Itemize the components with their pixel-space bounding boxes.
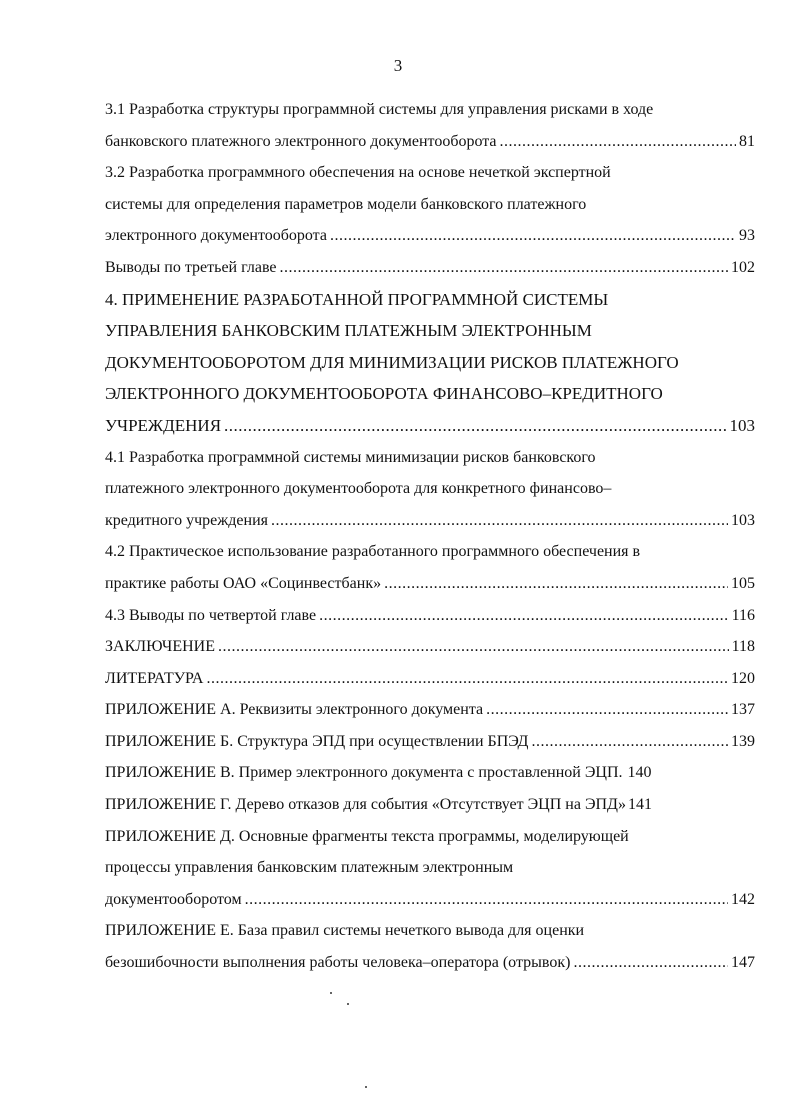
toc-entry-chapter3-conclusions[interactable] — [105, 252, 755, 284]
dot-leader — [573, 947, 728, 979]
toc-page-number: 147 — [731, 954, 755, 972]
dot-leader — [245, 884, 728, 916]
toc-entry-title: кредитного учреждения — [105, 511, 269, 529]
toc-text-line: системы для определения параметров модели банковского платежного — [105, 195, 587, 213]
table-of-contents — [105, 94, 755, 979]
scan-speck — [347, 1003, 349, 1005]
toc-page-number: 103 — [731, 511, 755, 529]
dot-leader — [280, 252, 729, 284]
toc-text-line: ПРИЛОЖЕНИЕ Е. База правил системы нечеткого вывода для оценки — [105, 922, 585, 940]
toc-text-line: ЭЛЕКТРОННОГО ДОКУМЕНТООБОРОТА ФИНАНСОВО–КРЕДИТНОГО — [105, 384, 663, 404]
toc-entry-title: ПРИЛОЖЕНИЕ Г. Дерево отказов для события «Отсутствует ЭЦП на ЭПД» — [105, 796, 626, 814]
toc-page-number: 140 — [627, 764, 652, 782]
toc-entry-title: ЗАКЛЮЧЕНИЕ — [105, 638, 215, 656]
toc-entry-appendix-d[interactable] — [105, 821, 755, 916]
toc-entry-title: электронного документооборота — [105, 227, 327, 245]
toc-page-number: 102 — [731, 258, 755, 276]
toc-entry-appendix-b[interactable] — [105, 726, 755, 758]
toc-text-line: 4.1 Разработка программной системы минимизации рисков банковского — [105, 448, 596, 466]
toc-entry-appendix-e[interactable] — [105, 915, 755, 978]
dot-leader — [206, 663, 728, 695]
toc-entry-title: практике работы ОАО «Социнвестбанк» — [105, 574, 382, 592]
toc-page-number: 137 — [731, 701, 755, 719]
toc-text-line: УПРАВЛЕНИЯ БАНКОВСКИМ ПЛАТЕЖНЫМ ЭЛЕКТРОННЫМ — [105, 321, 592, 341]
toc-page-number: 105 — [731, 574, 755, 592]
dot-leader — [486, 694, 728, 726]
toc-entry-3-2[interactable] — [105, 157, 755, 252]
toc-entry-title: ЛИТЕРАТУРА — [105, 669, 204, 687]
toc-text-line: платежного электронного документооборота для конкретного финансово– — [105, 480, 612, 498]
toc-entry-title: ПРИЛОЖЕНИЕ Б. Структура ЭПД при осуществлении БПЭД — [105, 732, 529, 750]
toc-page-number: 103 — [729, 415, 755, 435]
toc-entry-appendix-v[interactable] — [105, 757, 755, 789]
dot-leader — [218, 631, 729, 663]
toc-entry-title: ПРИЛОЖЕНИЕ А. Реквизиты электронного документа — [105, 701, 484, 719]
toc-entry-title: ПРИЛОЖЕНИЕ В. Пример электронного документа с проставленной ЭЦП. — [105, 764, 623, 782]
toc-page-number: 118 — [731, 638, 755, 656]
toc-entry-title: 4.3 Выводы по четвертой главе — [105, 606, 317, 624]
toc-page-number: 142 — [731, 890, 755, 908]
toc-entry-title: документооборотом — [105, 890, 242, 908]
toc-entry-appendix-g[interactable] — [105, 789, 755, 821]
scan-speck — [365, 1086, 367, 1088]
toc-entry-title: безошибочности выполнения работы человека–оператора (отрывок) — [105, 954, 571, 972]
toc-text-line: 3.2 Разработка программного обеспечения на основе нечеткой экспертной — [105, 164, 611, 182]
dot-leader — [531, 726, 728, 758]
toc-entry-chapter-4[interactable] — [105, 284, 755, 442]
toc-entry-literature[interactable] — [105, 663, 755, 695]
dot-leader — [384, 568, 728, 600]
toc-entry-title: банковского платежного электронного документооборота — [105, 132, 497, 150]
toc-entry-4-3[interactable] — [105, 600, 755, 632]
toc-entry-title: УЧРЕЖДЕНИЯ — [105, 415, 222, 435]
toc-entry-conclusion[interactable] — [105, 631, 755, 663]
toc-page-number: 141 — [627, 796, 652, 814]
toc-text-line: 3.1 Разработка структуры программной системы для управления рисками в ходе — [105, 101, 654, 118]
dot-leader — [330, 220, 736, 252]
toc-text-line: ДОКУМЕНТООБОРОТОМ ДЛЯ МИНИМИЗАЦИИ РИСКОВ ПЛАТЕЖНОГО — [105, 352, 679, 372]
toc-page-number: 116 — [731, 606, 755, 624]
page-number: 3 — [393, 56, 403, 75]
toc-entry-appendix-a[interactable] — [105, 694, 755, 726]
toc-entry-4-1[interactable] — [105, 442, 755, 537]
toc-page-number: 93 — [739, 227, 755, 245]
scan-speck — [330, 992, 332, 994]
toc-text-line: 4. ПРИМЕНЕНИЕ РАЗРАБОТАННОЙ ПРОГРАММНОЙ СИСТЕМЫ — [105, 289, 609, 309]
toc-entry-4-2[interactable] — [105, 536, 755, 599]
dot-leader — [319, 600, 729, 632]
toc-page-number: 120 — [731, 669, 755, 687]
toc-page-number: 81 — [739, 132, 755, 150]
toc-text-line: 4.2 Практическое использование разработанного программного обеспечения в — [105, 543, 641, 561]
dot-leader — [500, 126, 736, 158]
dot-leader — [271, 505, 728, 537]
dot-leader — [224, 410, 726, 442]
toc-text-line: процессы управления банковским платежным электронным — [105, 859, 514, 877]
toc-entry-title: Выводы по третьей главе — [105, 258, 277, 276]
toc-page-number: 139 — [731, 732, 755, 750]
toc-text-line: ПРИЛОЖЕНИЕ Д. Основные фрагменты текста программы, моделирующей — [105, 827, 629, 845]
toc-entry-3-1[interactable] — [105, 94, 755, 157]
